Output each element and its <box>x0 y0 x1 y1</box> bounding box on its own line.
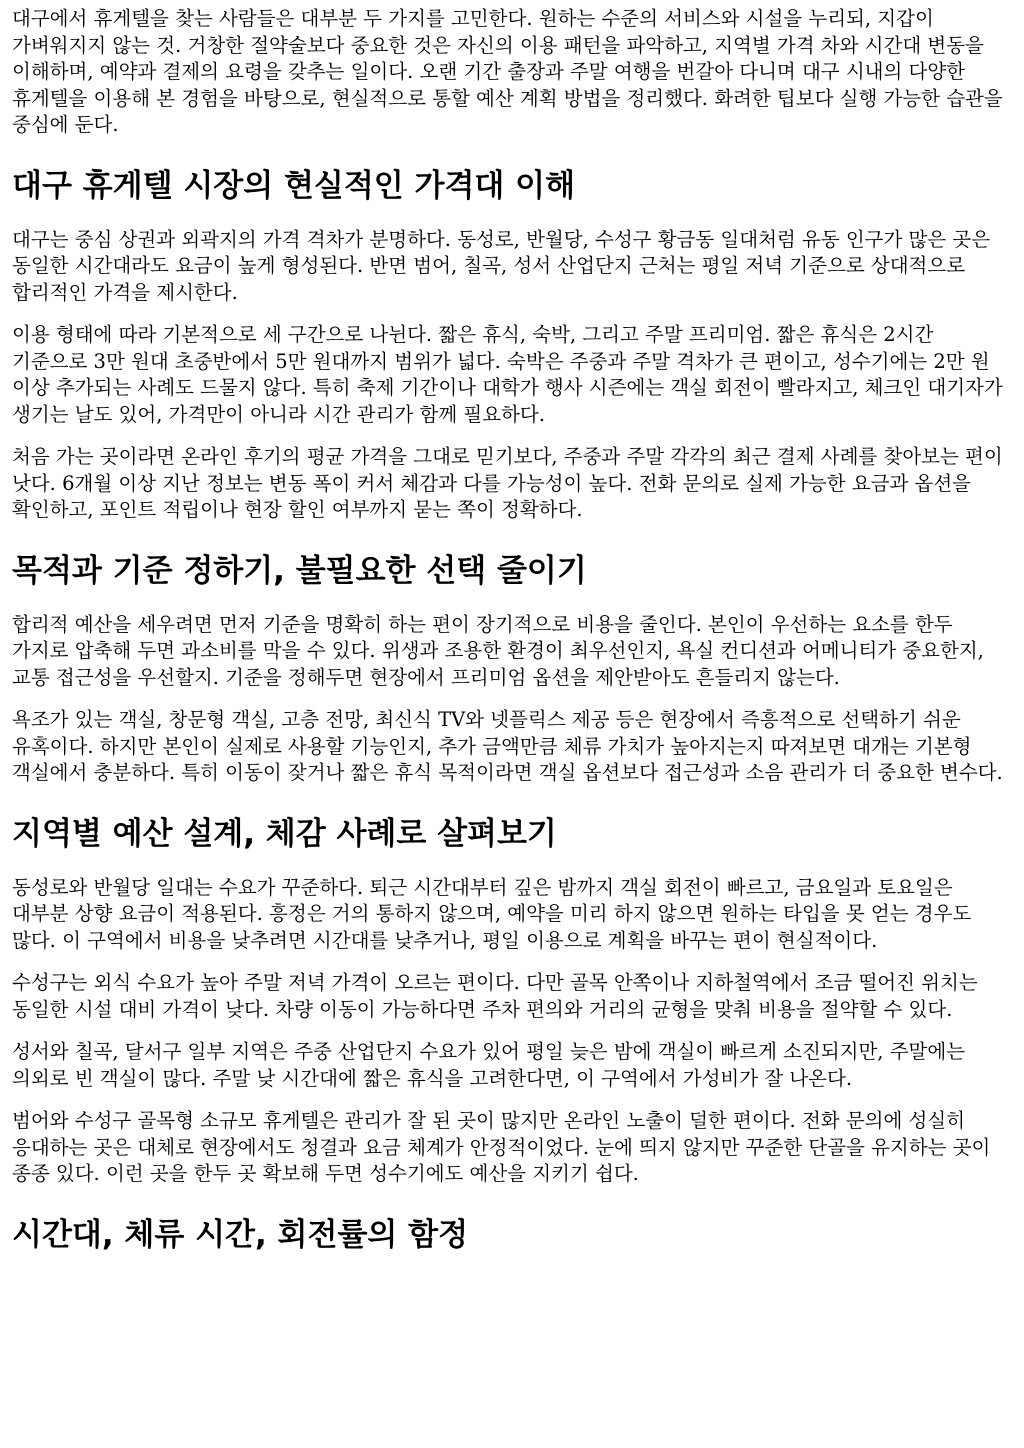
section-heading-regional-budget: 지역별 예산 설계, 체감 사례로 살펴보기 <box>12 815 557 852</box>
paragraph: 처음 가는 곳이라면 온라인 후기의 평균 가격을 그대로 믿기보다, 주중과 주말 각각의 최근 결제 사례를 찾아보는 편이 낫다. 6개월 이상 지난 정보는 변동 폭이 커서 체감과 다를 가능성이 높다. 전화 문의로 실제 가능한 요금과 옵션을 확인하고, 포인트 적립이나 현장 할인 여부까지 묻는 쪽이 정확하다. <box>12 445 1003 521</box>
paragraph: 욕조가 있는 객실, 창문형 객실, 고층 전망, 최신식 TV와 넷플릭스 제공 등은 현장에서 즉흥적으로 선택하기 쉬운 유혹이다. 하지만 본인이 실제로 사용할 기능인지, 추가 금액만큼 체류 가치가 높아지는지 따져보면 대개는 기본형 객실에서 충분하다. 특히 이동이 잦거나 짧은 휴식 목적이라면 객실 옵션보다 접근성과 소음 관리가 더 중요한 변수다. <box>12 708 1003 784</box>
paragraph: 동성로와 반월당 일대는 수요가 꾸준하다. 퇴근 시간대부터 깊은 밤까지 객실 회전이 빠르고, 금요일과 토요일은 대부분 상향 요금이 적용된다. 흥정은 거의 통하지 않으며, 예약을 미리 하지 않으면 원하는 타입을 못 얻는 경우도 많다. 이 구역에서 비용을 낮추려면 시간대를 낮추거나, 평일 이용으로 계획을 바꾸는 편이 현실적이다. <box>12 875 972 952</box>
section-heading-purpose-criteria: 목적과 기준 정하기, 불필요한 선택 줄이기 <box>12 552 587 589</box>
paragraph: 수성구는 외식 수요가 높아 주말 저녁 가격이 오르는 편이다. 다만 골목 안쪽이나 지하철역에서 조금 떨어진 위치는 동일한 시설 대비 가격이 낮다. 차량 이동이 가능하다면 주차 편의와 거리의 균형을 맞춰 비용을 절약할 수 있다. <box>12 971 978 1021</box>
paragraph: 이용 형태에 따라 기본적으로 세 구간으로 나뉜다. 짧은 휴식, 숙박, 그리고 주말 프리미엄. 짧은 휴식은 2시간 기준으로 3만 원대 초중반에서 5만 원대까지 범위가 넓다. 숙박은 주중과 주말 격차가 큰 편이고, 성수기에는 2만 원 이상 추가되는 사례도 드물지 않다. 특히 축제 기간이나 대학가 행사 시즌에는 객실 회전이 빨라지고, 체크인 대기자가 생기는 날도 있어, 가격만이 아니라 시간 관리가 함께 필요하다. <box>12 323 1003 426</box>
intro-paragraph: 대구에서 휴게텔을 찾는 사람들은 대부분 두 가지를 고민한다. 원하는 수준의 서비스와 시설을 누리되, 지갑이 가벼워지지 않는 것. 거창한 절약술보다 중요한 것은 자신의 이용 패턴을 파악하고, 지역별 가격 차와 시간대 변동을 이해하며, 예약과 결제의 요령을 갖추는 일이다. 오랜 기간 출장과 주말 여행을 번갈아 다니며 대구 시내의 다양한 휴게텔을 이용해 본 경험을 바탕으로, 현실적으로 통할 예산 계획 방법을 정리했다. 화려한 팁보다 실행 가능한 습관을 중심에 둔다. <box>12 7 1003 136</box>
paragraph: 범어와 수성구 골목형 소규모 휴게텔은 관리가 잘 된 곳이 많지만 온라인 노출이 덜한 편이다. 전화 문의에 성실히 응대하는 곳은 대체로 현장에서도 청결과 요금 체계가 안정적이었다. 눈에 띄지 않지만 꾸준한 단골을 유지하는 곳이 종종 있다. 이런 곳을 한두 곳 확보해 두면 성수기에도 예산을 지키기 쉽다. <box>12 1109 991 1185</box>
section-heading-time-turnover: 시간대, 체류 시간, 회전률의 함정 <box>12 1216 469 1253</box>
paragraph: 합리적 예산을 세우려면 먼저 기준을 명확히 하는 편이 장기적으로 비용을 줄인다. 본인이 우선하는 요소를 한두 가지로 압축해 두면 과소비를 막을 수 있다. 위생과 조용한 환경이 최우선인지, 욕실 컨디션과 어메니티가 중요한지, 교통 접근성을 우선할지. 기준을 정해두면 현장에서 프리미엄 옵션을 제안받아도 흔들리지 않는다. <box>12 612 984 689</box>
paragraph: 대구는 중심 상권과 외곽지의 가격 격차가 분명하다. 동성로, 반월당, 수성구 황금동 일대처럼 유동 인구가 많은 곳은 동일한 시간대라도 요금이 높게 형성된다. 반면 범어, 칠곡, 성서 산업단지 근처는 평일 저녁 기준으로 상대적으로 합리적인 가격을 제시한다. <box>12 227 991 304</box>
section-heading-price-range: 대구 휴게텔 시장의 현실적인 가격대 이해 <box>12 167 576 204</box>
paragraph: 성서와 칠곡, 달서구 일부 지역은 주중 산업단지 수요가 있어 평일 늦은 밤에 객실이 빠르게 소진되지만, 주말에는 의외로 빈 객실이 많다. 주말 낮 시간대에 짧은 휴식을 고려한다면, 이 구역에서 가성비가 잘 나온다. <box>12 1040 966 1090</box>
